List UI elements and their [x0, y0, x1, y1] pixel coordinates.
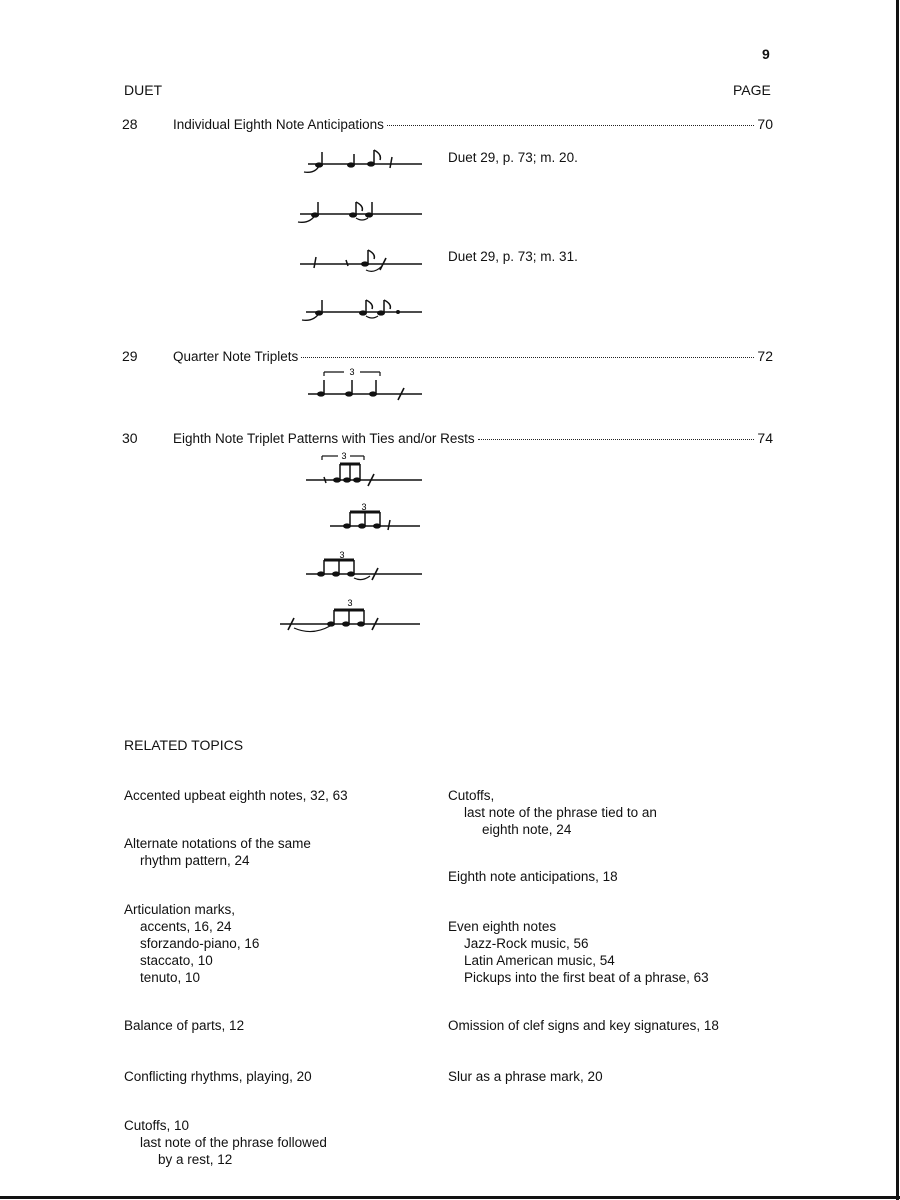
topic-head: Articulation marks,: [124, 902, 236, 917]
reference-2: Duet 29, p. 73; m. 31.: [448, 249, 578, 264]
topic-sub: last note of the phrase tied to an: [464, 805, 657, 820]
rhythm-staff-anticipation-3: [296, 244, 426, 280]
header-duet: DUET: [124, 82, 163, 98]
topic-head: Conflicting rhythms, playing, 20: [124, 1069, 312, 1084]
topic-alternate-notations: [124, 835, 311, 869]
triplet-mark: 3: [347, 598, 353, 608]
topic-head: Cutoffs, 10: [124, 1118, 190, 1133]
topic-sub: Pickups into the first beat of a phrase, 63: [464, 970, 709, 985]
topic-omission-clef-signs: [448, 1017, 719, 1034]
topic-sub: rhythm pattern, 24: [140, 853, 250, 868]
topic-articulation-marks: [124, 901, 259, 986]
topic-head: Alternate notations of the same: [124, 836, 311, 851]
topic-sub: eighth note, 24: [482, 822, 572, 837]
rhythm-staff-quarter-triplets: [304, 364, 428, 406]
topic-sub: last note of the phrase followed: [140, 1135, 327, 1150]
triplet-mark: 3: [361, 502, 367, 512]
rhythm-staff-eighth-triplet-1: [304, 450, 428, 490]
entry-title: Individual Eighth Note Anticipations: [173, 117, 384, 132]
reference-1: Duet 29, p. 73; m. 20.: [448, 150, 578, 165]
topic-head: Cutoffs,: [448, 788, 495, 803]
topic-head: Eighth note anticipations, 18: [448, 869, 618, 884]
page-border-bottom: [0, 1196, 900, 1199]
entry-page: 74: [757, 430, 773, 446]
topic-cutoffs-tied: [448, 787, 657, 838]
topic-sub: staccato, 10: [140, 953, 213, 968]
related-topics-title: RELATED TOPICS: [124, 737, 244, 753]
toc-entry-30: [122, 430, 773, 448]
entry-page: 72: [757, 348, 773, 364]
topic-head: Even eighth notes: [448, 919, 557, 934]
topic-head: Slur as a phrase mark, 20: [448, 1069, 603, 1084]
rhythm-staff-eighth-triplet-3: [304, 546, 428, 584]
topic-sub: Latin American music, 54: [464, 953, 615, 968]
topic-sub: by a rest, 12: [158, 1152, 233, 1167]
entry-number: 29: [122, 348, 138, 364]
topic-head: Omission of clef signs and key signatures, 18: [448, 1018, 719, 1033]
entry-title: Eighth Note Triplet Patterns with Ties and/or Rests: [173, 431, 475, 446]
triplet-mark: 3: [341, 451, 347, 461]
rhythm-staff-anticipation-1: [296, 144, 426, 180]
rhythm-staff-anticipation-2: [296, 196, 426, 232]
toc-entry-28: [122, 116, 773, 134]
topic-sub: sforzando-piano, 16: [140, 936, 260, 951]
entry-number: 28: [122, 116, 138, 132]
topic-sub: tenuto, 10: [140, 970, 201, 985]
topic-even-eighth-notes: [448, 918, 709, 986]
topic-sub: Jazz-Rock music, 56: [464, 936, 589, 951]
topic-head: Accented upbeat eighth notes, 32, 63: [124, 788, 348, 803]
topic-slur-phrase-mark: [448, 1068, 603, 1085]
rhythm-staff-anticipation-4: [296, 292, 426, 328]
header-page: PAGE: [733, 82, 771, 98]
topic-cutoffs-10: [124, 1117, 327, 1168]
entry-page: 70: [757, 116, 773, 132]
entry-number: 30: [122, 430, 138, 446]
topic-sub: accents, 16, 24: [140, 919, 232, 934]
topic-head: Balance of parts, 12: [124, 1018, 245, 1033]
dot-leader: [387, 125, 755, 126]
topic-accented-upbeat: [124, 787, 348, 804]
topic-balance-of-parts: [124, 1017, 244, 1034]
triplet-mark: 3: [349, 367, 355, 377]
triplet-mark: 3: [339, 550, 345, 560]
page-number: 9: [762, 46, 770, 62]
rhythm-staff-eighth-triplet-4: [278, 594, 428, 634]
topic-eighth-note-anticipations: [448, 868, 618, 885]
dot-leader: [478, 439, 755, 440]
toc-entry-29: [122, 348, 773, 366]
rhythm-staff-eighth-triplet-2: [328, 500, 428, 536]
entry-title: Quarter Note Triplets: [173, 349, 299, 364]
topic-conflicting-rhythms: [124, 1068, 312, 1085]
dot-leader: [301, 357, 754, 358]
page-border-right: [896, 0, 899, 1200]
